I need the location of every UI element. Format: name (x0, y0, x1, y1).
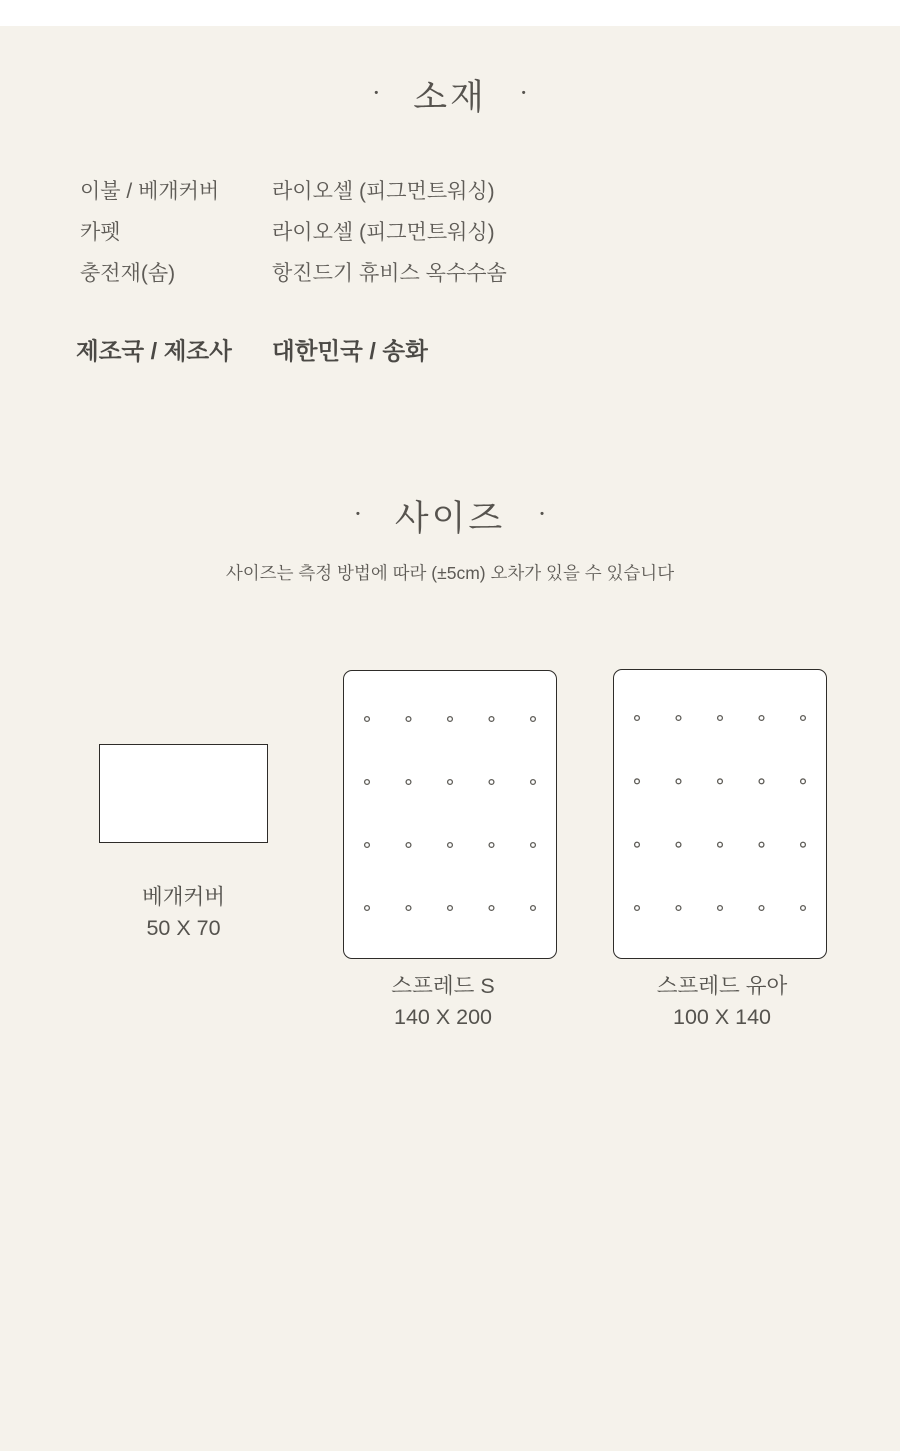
material-title-text: 소재 (413, 78, 487, 118)
spread-baby-diagram (613, 669, 827, 959)
spec-value: 항진드기 휴비스 옥수수솜 (272, 261, 507, 285)
spread-baby-label (615, 971, 829, 1033)
spread-s-diagram (343, 670, 557, 959)
size-section-title (0, 491, 900, 541)
size-tolerance-note: 사이즈는 측정 방법에 따라 (±5cm) 오차가 있을 수 있습니다 (225, 563, 675, 583)
material-spec-table (80, 169, 507, 292)
pillow-cover-label (99, 882, 268, 944)
dot-grid (344, 671, 556, 958)
spec-label: 카펫 (80, 220, 121, 244)
size-item-name: 스프레드 유아 (656, 974, 788, 998)
top-white-strip (0, 0, 900, 26)
size-item-name: 스프레드 S (391, 974, 495, 998)
table-row (80, 169, 507, 210)
title-decor-dot-left: · (372, 79, 381, 107)
spec-label: 이불 / 베개커버 (80, 179, 220, 203)
spec-value: 라이오셀 (피그먼트워싱) (272, 179, 495, 203)
size-item-name: 베개커버 (141, 885, 226, 909)
title-decor-dot-right: · (538, 500, 546, 528)
size-item-dimensions: 100 X 140 (672, 1005, 772, 1029)
manufacturer-row (76, 331, 428, 367)
spread-s-label (336, 971, 550, 1033)
material-section-title (0, 70, 900, 120)
spec-value: 라이오셀 (피그먼트워싱) (272, 220, 495, 244)
manufacturer-label: 제조국 / 제조사 (76, 338, 232, 364)
spec-label: 충전재(솜) (80, 261, 176, 285)
table-row (80, 251, 507, 292)
size-item-dimensions: 50 X 70 (146, 916, 221, 940)
size-item-dimensions: 140 X 200 (393, 1005, 493, 1029)
title-decor-dot-right: · (519, 79, 528, 107)
table-row (80, 210, 507, 251)
size-title-text: 사이즈 (394, 499, 506, 539)
dot-grid (614, 670, 826, 958)
manufacturer-value: 대한민국 / 송화 (272, 338, 428, 364)
pillow-cover-diagram (99, 744, 268, 843)
title-decor-dot-left: · (354, 500, 362, 528)
